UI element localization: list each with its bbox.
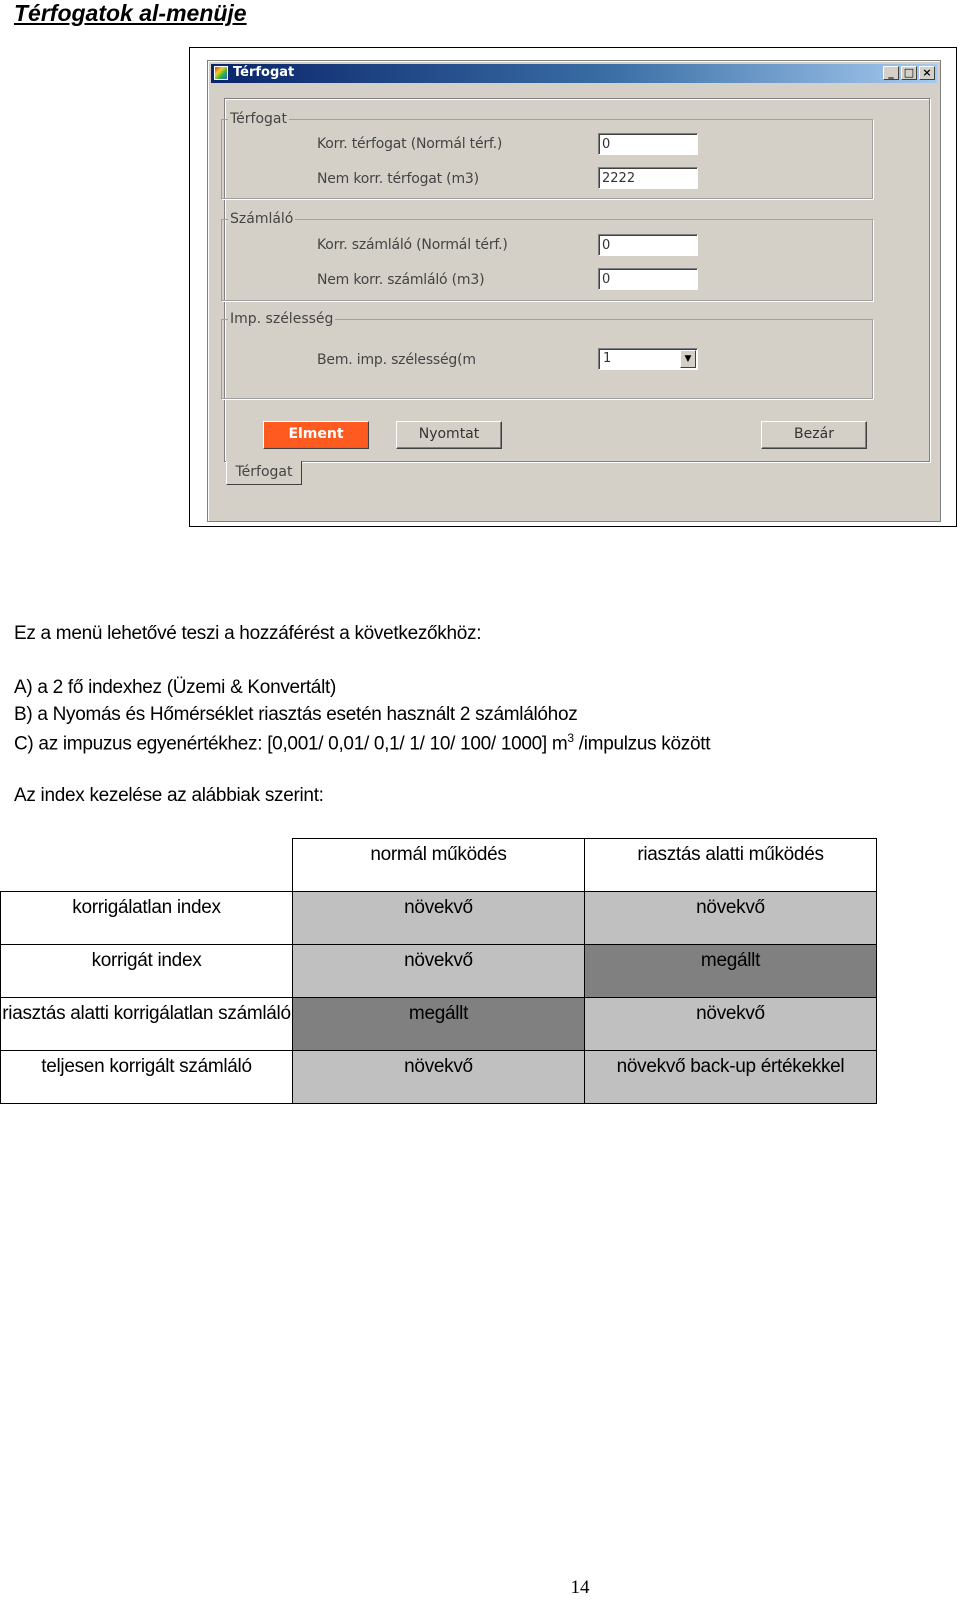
table-cell: növekvő [585, 892, 877, 945]
corr-counter-label: Korr. számláló (Normál térf.) [317, 237, 508, 253]
table-cell: megállt [585, 945, 877, 998]
pulse-width-select[interactable] [598, 348, 698, 370]
pulse-width-selected: 1 [603, 351, 612, 366]
counter-group-legend: Számláló [230, 211, 294, 227]
close-window-button[interactable]: × [919, 66, 935, 80]
index-table [0, 838, 877, 1104]
table-cell: növekvő [293, 945, 585, 998]
corr-counter-input[interactable] [598, 234, 698, 256]
table-header-row [1, 839, 877, 892]
volume-window [207, 60, 941, 522]
table-row-label: korrigát index [1, 945, 293, 998]
list-item-b: B) a Nyomás és Hőmérséklet riasztás esetén használt 2 számlálóhoz [14, 704, 578, 725]
intro-text: Ez a menü lehetővé teszi a hozzáférést a következőkhöz: [14, 623, 482, 644]
volume-group-legend: Térfogat [230, 111, 287, 127]
maximize-button[interactable]: □ [901, 66, 917, 80]
table-row-label: teljesen korrigált számláló [1, 1051, 293, 1104]
table-row [1, 945, 877, 998]
corr-volume-label: Korr. térfogat (Normál térf.) [317, 136, 503, 152]
uncorr-counter-label: Nem korr. számláló (m3) [317, 272, 485, 288]
table-header-cell: riasztás alatti működés [585, 839, 877, 892]
table-cell: növekvő [293, 1051, 585, 1104]
uncorr-counter-input[interactable] [598, 268, 698, 290]
pulse-width-label: Bem. imp. szélesség(m [317, 352, 476, 368]
uncorr-volume-input[interactable] [598, 167, 698, 189]
minimize-button[interactable]: _ [883, 66, 899, 80]
window-title: Térfogat [233, 65, 295, 80]
list-item-c-main: C) az impuzus egyenértékhez: [0,001/ 0,01/ 0,1/ 1/ 10/ 100/ 1000] m [14, 733, 568, 755]
tab-volume[interactable]: Térfogat [226, 461, 302, 485]
table-cell: növekvő [293, 892, 585, 945]
table-row [1, 892, 877, 945]
table-row [1, 1051, 877, 1104]
save-button[interactable]: Elment [263, 421, 369, 449]
table-row [1, 998, 877, 1051]
chevron-down-icon[interactable]: ▼ [680, 350, 696, 368]
table-header-cell: normál működés [293, 839, 585, 892]
print-button[interactable]: Nyomtat [396, 421, 502, 449]
uncorr-volume-label: Nem korr. térfogat (m3) [317, 171, 479, 187]
close-button[interactable]: Bezár [761, 421, 867, 449]
index-intro-text: Az index kezelése az alábbiak szerint: [14, 785, 324, 806]
pulse-width-group-legend: Imp. szélesség [230, 311, 334, 327]
table-cell: növekvő [585, 998, 877, 1051]
table-cell: növekvő back-up értékekkel [585, 1051, 877, 1104]
app-icon [214, 66, 228, 80]
table-corner-cell [1, 839, 293, 892]
list-item-c [14, 731, 710, 755]
list-item-a: A) a 2 fő indexhez (Üzemi & Konvertált) [14, 677, 336, 698]
window-titlebar[interactable] [211, 64, 937, 83]
corr-volume-input[interactable] [598, 133, 698, 155]
page-number: 14 [570, 1577, 590, 1598]
list-item-c-end: /impulzus között [573, 733, 711, 755]
table-cell: megállt [293, 998, 585, 1051]
table-row-label: korrigálatlan index [1, 892, 293, 945]
unit-superscript: 3 [567, 731, 574, 745]
page-heading: Térfogatok al-menüje [14, 0, 247, 26]
table-row-label: riasztás alatti korrigálatlan számláló [1, 998, 293, 1051]
